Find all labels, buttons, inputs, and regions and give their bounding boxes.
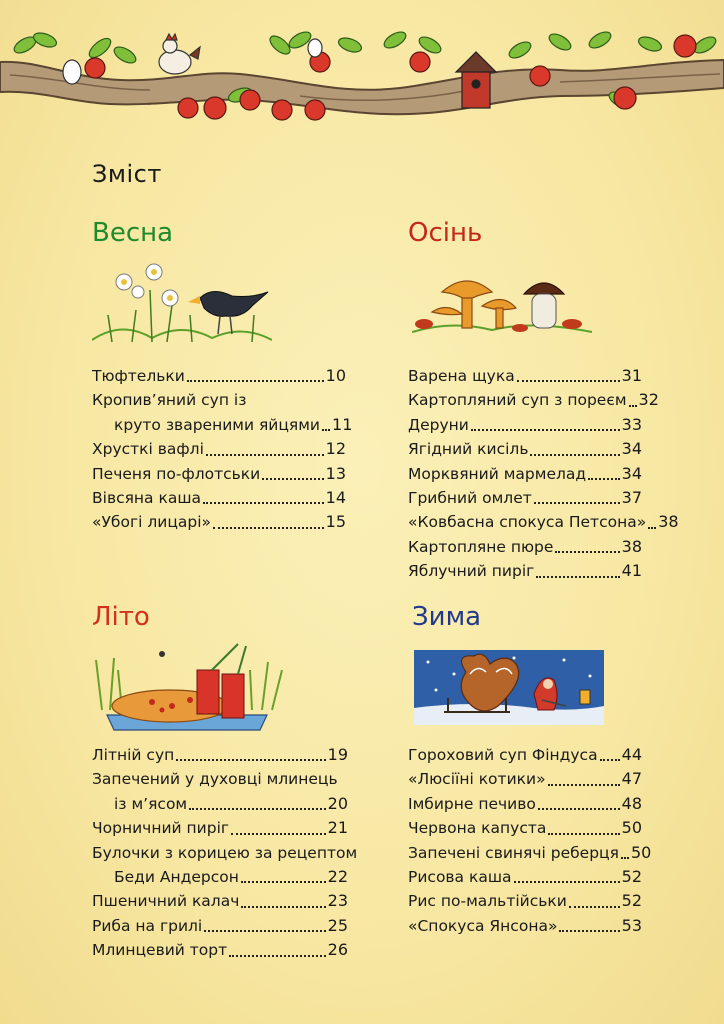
- list-item[interactable]: «Ковбасна спокуса Петсона» 38: [408, 512, 679, 532]
- list-item[interactable]: Червона капуста 50: [408, 818, 642, 838]
- list-item[interactable]: Млинцевий торт 26: [92, 940, 348, 960]
- list-item[interactable]: Печеня по-флотськи 13: [92, 463, 346, 483]
- list-item[interactable]: Яблучний пиріг 41: [408, 561, 642, 581]
- list-item[interactable]: Булочки з корицею за рецептом: [92, 843, 358, 862]
- list-item[interactable]: Варена щука 31: [408, 366, 642, 385]
- list-item[interactable]: «Убогі лицарі» 15: [92, 512, 346, 532]
- list-item[interactable]: Запечений у духовці млинець: [92, 770, 338, 789]
- list-item[interactable]: Рис по-мальтійськи 52: [408, 891, 642, 911]
- list-item[interactable]: круто звареними яйцями 11: [114, 414, 353, 434]
- list-item[interactable]: Картопляне пюре 38: [408, 536, 642, 556]
- list-item[interactable]: Хрусткі вафлі 12: [92, 439, 346, 459]
- list-item[interactable]: Літній суп 19: [92, 745, 348, 764]
- list-item[interactable]: Деруни 33: [408, 414, 642, 434]
- list-item[interactable]: Беди Андерсон 22: [114, 866, 348, 886]
- list-item[interactable]: Морквяний мармелад 34: [408, 463, 642, 483]
- list-item[interactable]: «Люсіїні котики» 47: [408, 769, 642, 789]
- list-item[interactable]: Імбирне печиво 48: [408, 793, 642, 813]
- pizza-and-drinks-illustration: [92, 640, 287, 735]
- list-item[interactable]: Риба на грилі 25: [92, 915, 348, 935]
- list-item[interactable]: Грибний омлет 37: [408, 487, 642, 507]
- page-title: Зміст: [92, 160, 162, 188]
- section-title-summer: Літо: [92, 602, 150, 632]
- list-item[interactable]: Вівсяна каша 14: [92, 487, 346, 507]
- section-title-autumn: Осінь: [408, 218, 483, 248]
- list-item[interactable]: із м’ясом 20: [114, 793, 348, 813]
- list-item[interactable]: Пшеничний калач 23: [92, 891, 348, 911]
- spring-recipe-list: [92, 364, 353, 535]
- autumn-recipe-list: [408, 364, 679, 584]
- gingerbread-sled-illustration: [414, 650, 604, 735]
- list-item[interactable]: Картопляний суп з пореєм 32: [408, 390, 659, 410]
- list-item[interactable]: «Спокуса Янсона» 53: [408, 915, 642, 935]
- apple-branch-illustration: [0, 0, 724, 135]
- flowers-and-bird-illustration: [92, 260, 272, 350]
- list-item[interactable]: Ягідний кисіль 34: [408, 439, 642, 459]
- summer-recipe-list: [92, 743, 358, 963]
- list-item[interactable]: Тюфтельки 10: [92, 366, 346, 385]
- winter-recipe-list: [408, 743, 652, 938]
- list-item[interactable]: Гороховий суп Фіндуса 44: [408, 745, 642, 764]
- list-item[interactable]: Запечені свинячі реберця 50: [408, 842, 652, 862]
- list-item[interactable]: Кропив’яний суп із: [92, 391, 247, 410]
- mushrooms-illustration: [412, 262, 592, 342]
- list-item[interactable]: Рисова каша 52: [408, 866, 642, 886]
- section-title-spring: Весна: [92, 218, 174, 248]
- list-item[interactable]: Чорничний пиріг 21: [92, 818, 348, 838]
- section-title-winter: Зима: [412, 602, 482, 632]
